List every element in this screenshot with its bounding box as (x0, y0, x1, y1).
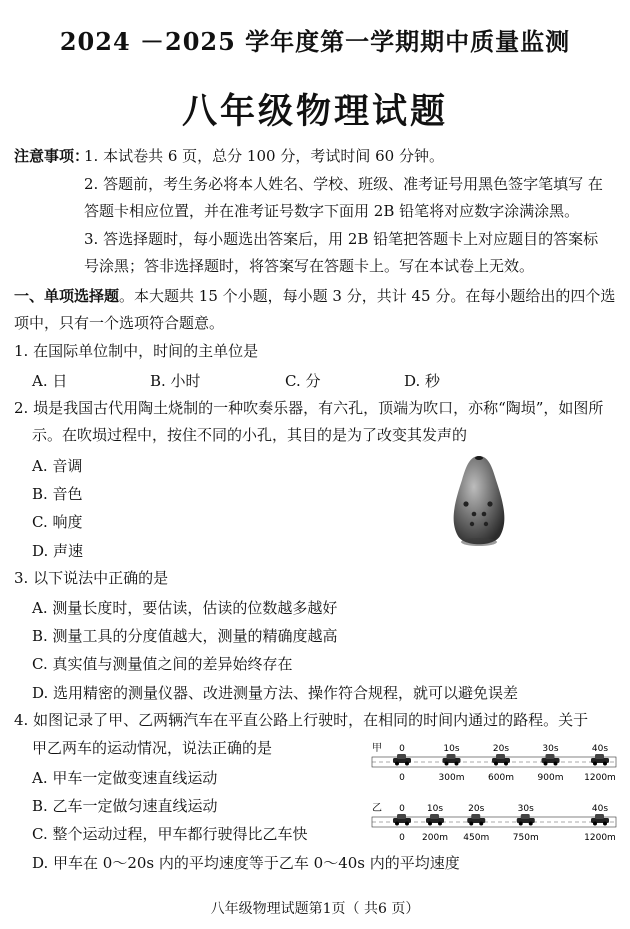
car-b-distance-label: 450m (463, 833, 490, 843)
subject-title: 八年级物理试题 (181, 91, 448, 132)
question-3-option-d: D. 选用精密的测量仪器、改进测量方法、操作符合规程，就可以避免误差 (32, 684, 519, 702)
car-a-time-label: 10s (443, 744, 460, 754)
question-3-option-c: C. 真实值与测量值之间的差异始终存在 (32, 655, 293, 673)
page-footer: 八年级物理试题第1页（ 共6 页） (210, 901, 420, 917)
car-b-time-label: 40s (591, 804, 609, 814)
car-b-distance-label: 1200m (584, 833, 616, 843)
question-2-option-b: B. 音色 (32, 485, 83, 503)
car-b-time-label: 0 (399, 804, 405, 814)
car-a-distance-label: 0 (399, 773, 405, 783)
notes-item-2-line-1: 2. 答题前，考生务必将本人姓名、学校、班级、准考证号用黑色签字笔填写 在 (84, 175, 603, 193)
xun-instrument-image (444, 452, 514, 552)
question-3-option-b: B. 测量工具的分度值越大，测量的精确度越高 (32, 627, 338, 645)
car-b-distance-label: 0 (399, 833, 405, 843)
section-1-title: 一、单项选择题 (14, 287, 120, 305)
car-a-time-label: 30s (542, 744, 559, 754)
notes-label: 注意事项： (14, 147, 90, 165)
question-2-option-a: A. 音调 (32, 457, 83, 475)
question-1-option-c: C. 分 (285, 372, 321, 390)
exam-title: 2024 －2025 学年度第一学期期中质量监测 (59, 27, 571, 56)
question-4-option-c: C. 整个运动过程，甲车都行驶得比乙车快 (32, 825, 308, 843)
question-4-option-d: D. 甲车在 0～20s 内的平均速度等于乙车 0～40s 内的平均速度 (32, 854, 460, 872)
question-2-option-c: C. 响度 (32, 513, 83, 531)
question-4-option-a: A. 甲车一定做变速直线运动 (32, 769, 218, 787)
car-a-distance-label: 600m (488, 773, 514, 783)
question-1-option-b: B. 小时 (150, 372, 201, 390)
car-b-time-label: 10s (426, 804, 444, 814)
car-a-distance-label: 900m (537, 773, 564, 783)
car-b-label: 乙 (372, 803, 382, 814)
car-a-time-label: 40s (591, 744, 609, 754)
question-4-stem-line-1: 4. 如图记录了甲、乙两辆汽车在平直公路上行驶时，在相同的时间内通过的路程。关于 (14, 711, 589, 729)
question-3-stem: 3. 以下说法中正确的是 (14, 569, 169, 587)
question-3-option-a: A. 测量长度时，要估读，估读的位数越多越好 (32, 599, 338, 617)
section-1-desc-line-1: 。本大题共 15 个小题，每小题 3 分，共计 45 分。在每小题给出的四个选 (119, 287, 616, 305)
car-a-time-label: 20s (492, 744, 510, 754)
notes-item-1: 1. 本试卷共 6 页，总分 100 分，考试时间 60 分钟。 (84, 147, 444, 165)
car-a-label: 甲 (372, 743, 382, 754)
car-b-time-label: 20s (468, 804, 485, 814)
car-b-time-label: 30s (517, 804, 534, 814)
section-1-desc-line-2: 项中，只有一个选项符合题意。 (14, 314, 225, 332)
question-1-option-a: A. 日 (32, 372, 68, 390)
car-b-distance-label: 200m (422, 833, 448, 843)
notes-item-2-line-2: 答题卡相应位置，并在准考证号数字下面用 2B 铅笔将对应数字涂满涂黑。 (84, 202, 580, 220)
question-4-option-b: B. 乙车一定做匀速直线运动 (32, 797, 218, 815)
question-4-stem-line-2: 甲乙两车的运动情况，说法正确的是 (32, 739, 273, 757)
question-1-option-d: D. 秒 (404, 372, 441, 390)
car-a-distance-label: 1200m (584, 773, 616, 783)
section-1-intro (14, 286, 615, 306)
question-2-option-d: D. 声速 (32, 542, 84, 560)
question-2-stem-line-1: 2. 埙是我国古代用陶土烧制的一种吹奏乐器，有六孔，顶端为吹口，亦称“陶埙”，如图所 (14, 399, 604, 417)
notes-item-3-line-2: 号涂黑；答非选择题时，将答案写在答题卡上。写在本试卷上无效。 (84, 257, 535, 275)
car-motion-diagram (364, 738, 620, 848)
car-a-distance-label: 300m (438, 773, 465, 783)
car-a-time-label: 0 (399, 744, 405, 754)
question-2-stem-line-2: 示。在吹埙过程中，按住不同的小孔，其目的是为了改变其发声的 (32, 426, 468, 444)
question-1-stem: 1. 在国际单位制中，时间的主单位是 (14, 342, 259, 360)
notes-item-3-line-1: 3. 答选择题时，每小题选出答案后，用 2B 铅笔把答题卡上对应题目的答案标 (84, 230, 599, 248)
car-b-distance-label: 750m (512, 833, 539, 843)
